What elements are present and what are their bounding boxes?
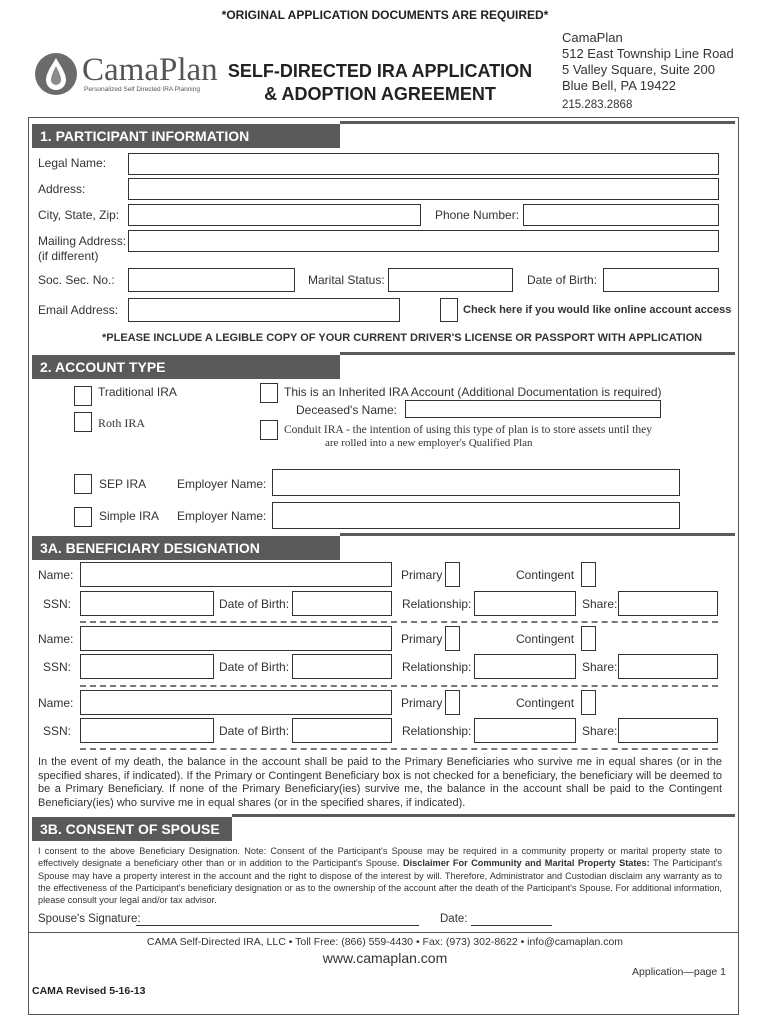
ssn-label: Soc. Sec. No.: [38,273,115,287]
beneficiary-relationship-input[interactable] [474,591,576,616]
legal-name-input[interactable] [128,153,719,175]
sep-ira-checkbox[interactable] [74,474,92,494]
beneficiary-relationship-input[interactable] [474,718,576,743]
simple-ira-checkbox[interactable] [74,507,92,527]
beneficiary-share-label: Share: [582,597,618,611]
top-notice: *ORIGINAL APPLICATION DOCUMENTS ARE REQUIRED* [221,8,549,22]
beneficiary-name-input[interactable] [80,690,392,715]
beneficiary-dob-label: Date of Birth: [219,724,290,738]
beneficiary-share-label: Share: [582,724,618,738]
spouse-consent-text [38,845,722,906]
logo [34,52,218,98]
contingent-label: Contingent [516,568,575,582]
beneficiary-ssn-input[interactable] [80,654,214,679]
contingent-label: Contingent [516,632,575,646]
mailing-address-sublabel: (if different) [38,249,99,263]
contingent-checkbox[interactable] [581,690,596,715]
beneficiary-name-input[interactable] [80,626,392,651]
beneficiary-share-input[interactable] [618,718,718,743]
license-note: *PLEASE INCLUDE A LEGIBLE COPY OF YOUR CURRENT DRIVER'S LICENSE OR PASSPORT WITH APPLICATION [102,332,703,344]
disclaimer-heading: Disclaimer For Community and Marital Property States: [402,858,650,869]
form-title-line2: & ADOPTION AGREEMENT [264,84,496,104]
section3b-header: 3B. CONSENT OF SPOUSE [32,817,232,841]
address-label: Address: [38,182,86,196]
section3b-rule [232,814,735,817]
dob-label: Date of Birth: [527,273,598,287]
beneficiary-share-input[interactable] [618,654,718,679]
logo-wordmark: CamaPlan [82,52,218,88]
section1-header: 1. PARTICIPANT INFORMATION [32,124,340,148]
contingent-checkbox[interactable] [581,562,596,587]
primary-checkbox[interactable] [445,690,460,715]
section3a-header: 3A. BENEFICIARY DESIGNATION [32,536,340,560]
spouse-date-line[interactable] [471,925,552,926]
email-label: Email Address: [38,303,119,317]
phone-label: Phone Number: [435,208,520,222]
logo-tagline: Personalized Self Directed IRA Planning [84,86,200,93]
city-state-zip-label: City, State, Zip: [38,208,120,222]
inherited-ira-checkbox[interactable] [260,383,278,403]
page-number: Application—page 1 [632,966,726,978]
logo-emblem-icon [34,52,78,96]
legal-name-label: Legal Name: [38,156,107,170]
contingent-label: Contingent [516,696,575,710]
beneficiary-relationship-label: Relationship: [402,724,472,738]
primary-label: Primary [401,568,443,582]
deceased-name-input[interactable] [405,400,661,418]
beneficiary-relationship-label: Relationship: [402,660,472,674]
section3a-rule [340,533,735,536]
conduit-ira-checkbox[interactable] [260,420,278,440]
address-line2: 5 Valley Square, Suite 200 [562,62,715,77]
marital-status-label: Marital Status: [308,273,385,287]
contingent-checkbox[interactable] [581,626,596,651]
primary-checkbox[interactable] [445,626,460,651]
ssn-input[interactable] [128,268,295,292]
mailing-address-label: Mailing Address: [38,234,127,248]
beneficiary-dob-input[interactable] [292,654,392,679]
beneficiary-divider [80,621,718,623]
beneficiary-share-input[interactable] [618,591,718,616]
beneficiary-divider [80,685,718,687]
form-title-line1: SELF-DIRECTED IRA APPLICATION [227,61,533,81]
primary-label: Primary [401,632,443,646]
simple-employer-input[interactable] [272,502,680,529]
simple-employer-label: Employer Name: [177,509,267,523]
sep-employer-input[interactable] [272,469,680,496]
revision-label: CAMA Revised 5-16-13 [32,985,146,997]
form-title [220,60,540,106]
consent-text-a: I consent to the above Beneficiary Designation. Note: Consent of the Participant's Spouse may be required in a community property or marital property state to effectively designate a beneficiary other than or in addition to the Participant's Spouse. [38,846,722,869]
company-address [562,30,734,113]
section1-rule [340,121,735,124]
footer-rule [28,932,739,933]
traditional-ira-label: Traditional IRA [98,385,177,399]
mailing-address-input[interactable] [128,230,719,252]
primary-label: Primary [401,696,443,710]
conduit-ira-line2: are rolled into a new employer's Qualified Plan [325,437,533,449]
conduit-ira-line1: Conduit IRA - the intention of using this type of plan is to store assets until they [284,424,652,436]
address-input[interactable] [128,178,719,200]
spouse-date-label: Date: [440,913,468,925]
footer-contact: CAMA Self-Directed IRA, LLC • Toll Free: (866) 559-4430 • Fax: (973) 302-8622 • info@camaplan.com [146,936,624,948]
beneficiary-dob-input[interactable] [292,591,392,616]
beneficiary-name-input[interactable] [80,562,392,587]
company-phone: 215.283.2868 [562,99,633,111]
section2-header: 2. ACCOUNT TYPE [32,355,340,379]
traditional-ira-checkbox[interactable] [74,386,92,406]
company-name: CamaPlan [562,30,623,45]
beneficiary-ssn-input[interactable] [80,718,214,743]
beneficiary-relationship-label: Relationship: [402,597,472,611]
beneficiary-ssn-label: SSN: [43,724,72,738]
beneficiary-relationship-input[interactable] [474,654,576,679]
deceased-name-label: Deceased's Name: [296,403,398,417]
beneficiary-ssn-input[interactable] [80,591,214,616]
roth-ira-checkbox[interactable] [74,412,92,432]
address-line1: 512 East Township Line Road [562,46,734,61]
online-access-label: Check here if you would like online account access [463,304,732,316]
roth-ira-label: Roth IRA [98,416,146,430]
phone-input[interactable] [523,204,719,226]
address-line3: Blue Bell, PA 19422 [562,78,676,93]
beneficiary-divider [80,748,718,750]
consent-text-b: The Participant's Spouse may have a property interest in the account and the right to dispose of the interest by will. Therefore, Administrator and Custodian disclaim any warranty as to the effectiveness of the Participant's beneficiary designation or as to the ownership of the account after the death of the Participant's Spouse. For additional information, please consult your legal and/or tax advisor. [38,858,723,906]
section2-rule [340,352,735,355]
marital-status-input[interactable] [388,268,513,292]
spouse-signature-line[interactable] [136,925,419,926]
beneficiary-name-label: Name: [38,696,74,710]
beneficiary-ssn-label: SSN: [43,660,72,674]
beneficiary-ssn-label: SSN: [43,597,72,611]
primary-checkbox[interactable] [445,562,460,587]
online-access-checkbox[interactable] [440,298,458,322]
beneficiary-name-label: Name: [38,568,74,582]
spouse-signature-label: Spouse's Signature: [38,913,141,925]
simple-ira-label: Simple IRA [99,509,160,523]
dob-input[interactable] [603,268,719,292]
beneficiary-name-label: Name: [38,632,74,646]
city-state-zip-input[interactable] [128,204,421,226]
sep-ira-label: SEP IRA [99,477,147,491]
email-input[interactable] [128,298,400,322]
beneficiary-paragraph: In the event of my death, the balance in the account shall be paid to the Primary Beneficiaries who survive me in equal shares (or in the specified shares, if indicated). If the Primary or Contingent Beneficiary box is not checked for a beneficiary, the beneficiary will be deemed to be a Primary Beneficiary. If none of the Primary Beneficiary(ies) survive me, the balance in the account shall be paid to the Contingent Beneficiary(ies) who survive me in equal shares (or in the specified shares, if indicated). [38,756,722,809]
inherited-ira-label: This is an Inherited IRA Account (Additional Documentation is required) [284,385,662,399]
footer-website[interactable]: www.camaplan.com [322,950,448,966]
beneficiary-dob-input[interactable] [292,718,392,743]
beneficiary-share-label: Share: [582,660,618,674]
beneficiary-dob-label: Date of Birth: [219,660,290,674]
sep-employer-label: Employer Name: [177,477,267,491]
beneficiary-dob-label: Date of Birth: [219,597,290,611]
